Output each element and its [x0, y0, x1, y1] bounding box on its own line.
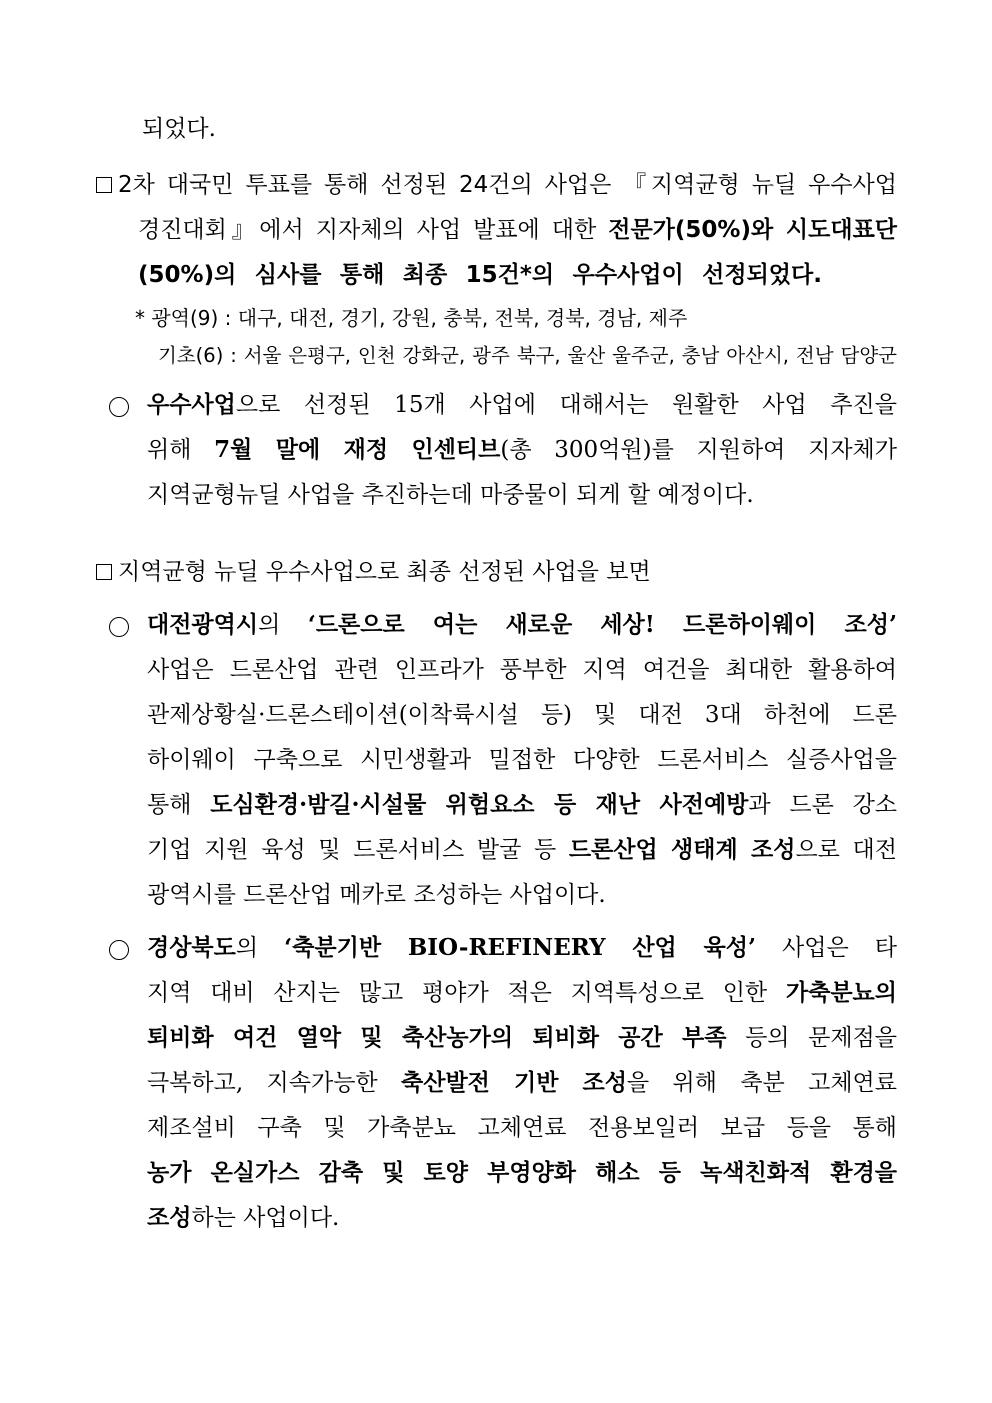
checkbox-square-icon [96, 564, 112, 580]
footnote-1 [135, 303, 687, 333]
text-span: 지역균형 뉴딜 우수사업으로 최종 선정된 사업을 보면 [118, 559, 651, 585]
circle-2-line-3 [147, 700, 897, 730]
text-span: * 광역(9) : 대구, 대전, 경기, 강원, 충북, 전북, 경북, 경남, 제주 [135, 306, 688, 330]
text-span: 을 위해 축분 고체연료 [626, 1070, 897, 1096]
text-span: 하는 사업이다. [191, 1205, 340, 1231]
circle-3-line-3 [147, 1023, 897, 1053]
text-span: 으로 선정된 15개 사업에 대해서는 원활한 사업 추진을 [235, 392, 897, 418]
text-span: 위해 [147, 437, 215, 463]
bold-span: ‘축분기반 BIO-REFINERY 산업 육성’ [284, 934, 756, 961]
circle-1-line-2 [147, 435, 897, 465]
text-span: 극복하고, 지속가능한 [147, 1070, 402, 1096]
text-span: (총 300억원)를 지원하여 지자체가 [500, 437, 897, 463]
bold-span: 대전광역시 [147, 611, 259, 638]
bold-span: 전문가(50%)와 시도대표단 [608, 217, 898, 243]
text-span: 통해 [147, 792, 211, 818]
bold-span: 도심환경·밤길·시설물 위험요소 등 재난 사전예방 [210, 791, 749, 818]
text-span: 사업은 드론산업 관련 인프라가 풍부한 지역 여건을 최대한 활용하여 [147, 657, 897, 683]
section-1-line-1 [96, 170, 897, 200]
text-span: 경진대회』에서 지자체의 사업 발표에 대한 [138, 217, 609, 243]
circle-3-line-1 [147, 933, 897, 963]
circle-2-line-6 [147, 835, 897, 865]
text-span: 지역 대비 산지는 많고 평야가 적은 지역특성으로 인한 [147, 980, 786, 1006]
bold-span: ‘드론으로 여는 새로운 세상! 드론하이웨이 조성’ [307, 611, 898, 638]
circle-2-line-4 [147, 745, 897, 775]
circle-3-line-5 [147, 1113, 897, 1143]
text-span: 으로 대전 [795, 837, 897, 863]
text-span: 과 드론 강소 [748, 792, 898, 818]
text-span: 의 [235, 935, 285, 961]
circle-1-line-3 [147, 480, 754, 510]
circle-3-line-4 [147, 1068, 897, 1098]
bold-span: 7월 말에 재정 인센티브 [214, 436, 501, 463]
text-span: 하이웨이 구축으로 시민생활과 밀접한 다양한 드론서비스 실증사업을 [147, 747, 897, 773]
text-span: 관제상황실·드론스테이션(이착륙시설 등) 및 대전 3대 하천에 드론 [147, 702, 897, 728]
bold-span: 드론산업 생태계 조성 [568, 836, 796, 863]
bold-span: 우수사업 [147, 391, 236, 418]
text-span: 기초(6) : 서울 은평구, 인천 강화군, 광주 북구, 울산 울주군, 충남 아산시, 전남 담양군 [158, 344, 897, 367]
circle-2-line-2 [147, 655, 897, 685]
checkbox-square-icon [96, 177, 112, 193]
text-span: 기업 지원 육성 및 드론서비스 발굴 등 [147, 837, 569, 863]
text-span: 등의 문제점을 [726, 1025, 897, 1051]
text-span: 2차 대국민 투표를 통해 선정된 24건의 사업은 『지역균형 뉴딜 우수사업 [118, 172, 897, 198]
circle-2-line-7 [147, 880, 606, 910]
circle-3-line-6 [147, 1158, 897, 1188]
text-span: 의 [258, 612, 308, 638]
circle-bullet-icon [109, 397, 129, 417]
bold-span: 가축분뇨의 [785, 979, 897, 1006]
bold-span: 퇴비화 여건 열악 및 축산농가의 퇴비화 공간 부족 [147, 1024, 727, 1051]
circle-3-line-2 [147, 978, 897, 1008]
text-span: 사업은 타 [755, 935, 898, 961]
footnote-2 [158, 341, 897, 371]
text-line [142, 114, 216, 144]
section-1-line-2 [138, 215, 897, 245]
bold-span: (50%)의 심사를 통해 최종 15건*의 우수사업이 선정되었다. [138, 262, 822, 288]
circle-1-line-1 [147, 390, 897, 420]
text-span: 제조설비 구축 및 가축분뇨 고체연료 전용보일러 보급 등을 통해 [147, 1115, 897, 1141]
circle-2-line-5 [147, 790, 897, 820]
circle-bullet-icon [109, 617, 129, 637]
circle-3-line-7 [147, 1203, 339, 1233]
section-2-line-1 [96, 557, 651, 587]
text-span: 지역균형뉴딜 사업을 추진하는데 마중물이 되게 할 예정이다. [147, 482, 754, 508]
text-span: 광역시를 드론산업 메카로 조성하는 사업이다. [147, 882, 606, 908]
section-1-line-3 [138, 260, 822, 290]
bold-span: 경상북도 [147, 934, 236, 961]
bold-span: 농가 온실가스 감축 및 토양 부영양화 해소 등 녹색친화적 환경을 [147, 1159, 897, 1186]
bold-span: 조성 [147, 1204, 192, 1231]
text-span: 되었다. [142, 116, 216, 142]
bold-span: 축산발전 기반 조성 [401, 1069, 627, 1096]
circle-bullet-icon [109, 940, 129, 960]
circle-2-line-1 [147, 610, 897, 640]
